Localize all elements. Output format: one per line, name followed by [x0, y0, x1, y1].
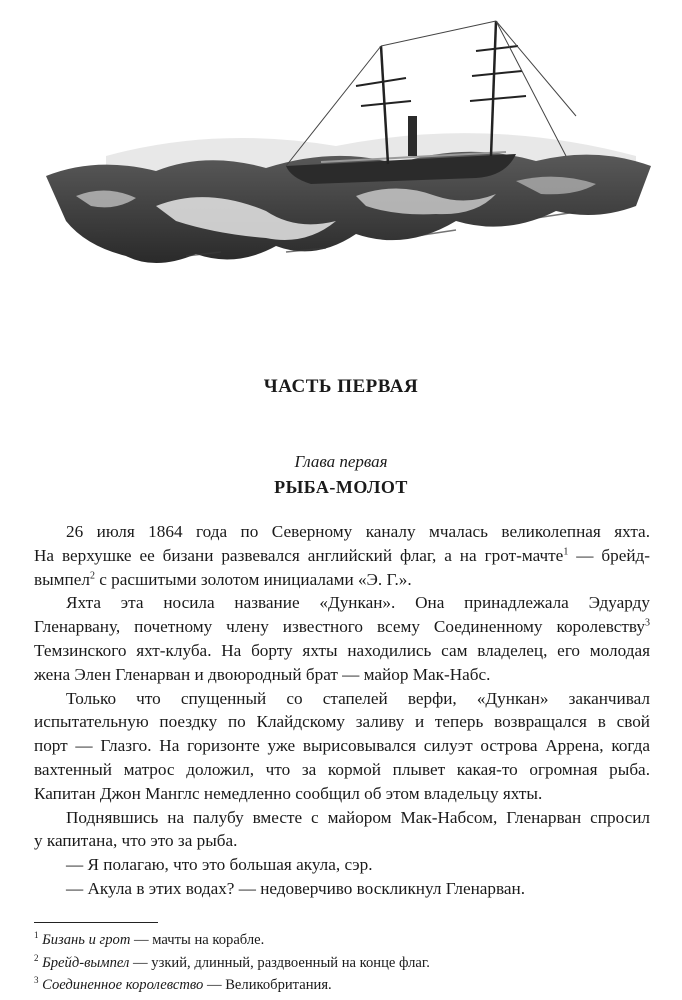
footnote-number: 1 [34, 930, 39, 941]
footnote-text: — узкий, длинный, раздвоенный на конце флаг. [129, 954, 430, 971]
footnote-term: Соединенное королевство [42, 977, 204, 993]
chapter-title: РЫБА-МОЛОТ [274, 477, 408, 497]
paragraph-line: Капитан Джон Манглс немедленно сообщил об этом владельцу яхты. [34, 783, 543, 803]
paragraph-line: вымпел$^2$ с расшитыми золотом инициалами «Э. Г.». [34, 569, 412, 589]
footnote-item [34, 974, 650, 997]
footnote-number: 3 [34, 975, 39, 986]
paragraph-line: жена Элен Гленарван и двоюродный брат — майор Мак-Набс. [34, 664, 491, 684]
paragraph-line: Яхта эта носила название «Дункан». Она принадлежала Эдуарду [66, 593, 650, 613]
paragraph-line: порт — Глазго. На горизонте уже вырисовывался силуэт острова Аррена, когда [34, 736, 650, 756]
footnote-item [34, 952, 650, 975]
paragraph-line: вахтенный матрос доложил, что за кормой плывет какая-то огромная рыба. [34, 759, 650, 779]
footnote-term: Брейд-вымпел [42, 954, 130, 971]
footnote-ref[interactable]: 1 [563, 546, 569, 558]
paragraph-line: у капитана, что это за рыба. [34, 831, 238, 851]
footnote-ref[interactable]: 2 [89, 569, 95, 581]
footnote-item [34, 929, 650, 952]
footnote-divider [34, 922, 158, 923]
paragraph-line: На верхушке ее бизани развевался английский флаг, а на грот-мачте$^1$ — брейд- [34, 545, 651, 565]
footnote-text: — Великобритания. [203, 977, 332, 993]
dialogue-line: — Акула в этих водах? — недоверчиво воскликнул Гленарван. [66, 878, 525, 898]
paragraph-line: Только что спущенный со стапелей верфи, «Дункан» заканчивал [66, 688, 650, 708]
footnotes [34, 929, 650, 997]
paragraph-line: Гленарвану, почетному члену известного всему Соединенному королевству$^3$ [34, 617, 650, 637]
footnote-text: — мачты на корабле. [130, 932, 265, 948]
footnote-number: 2 [34, 952, 39, 963]
paragraph-line: 26 июля 1864 года по Северному каналу мчалась великолепная яхта. [66, 522, 650, 541]
chapter-label: Глава первая [294, 452, 388, 471]
part-title: ЧАСТЬ ПЕРВАЯ [263, 376, 419, 397]
ship-illustration [36, 6, 656, 286]
chapter-body [34, 520, 650, 901]
footnote-term: Бизань и грот [42, 932, 131, 948]
footnote-ref[interactable]: 3 [645, 617, 650, 629]
paragraph-line: испытательную поездку по Клайдскому заливу и теперь возвращался в свой [34, 712, 650, 732]
dialogue-line: — Я полагаю, что это большая акула, сэр. [66, 855, 373, 875]
paragraph-line: Темзинского яхт-клуба. На борту яхты находились сам владелец, его молодая [34, 640, 650, 660]
paragraph-line: Поднявшись на палубу вместе с майором Мак-Набсом, Гленарван спросил [66, 807, 650, 827]
